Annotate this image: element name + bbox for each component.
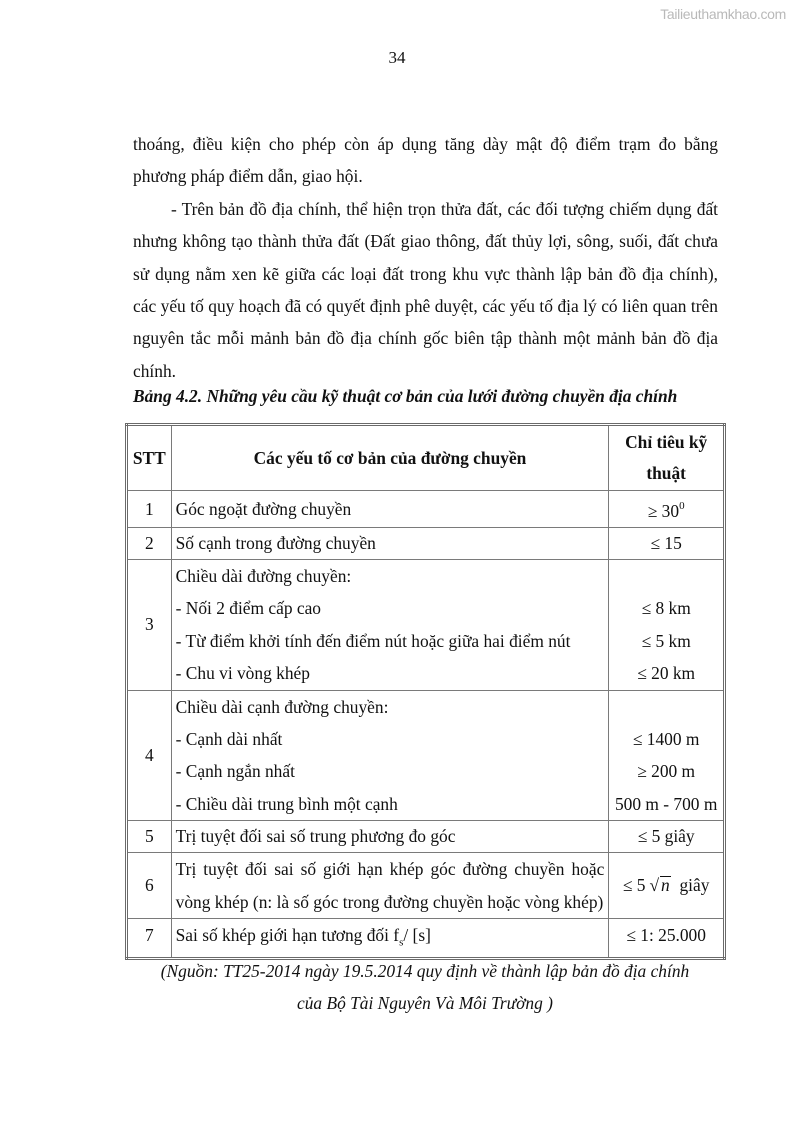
table-row — [127, 491, 725, 528]
table-row — [127, 853, 725, 919]
row-stt: 4 — [127, 690, 172, 821]
paragraph-2 — [133, 193, 718, 387]
table-header-row — [127, 425, 725, 491]
text-line: đất nhưng không tạo thành thửa đất (Đất giao thông, đất thủy lợi, sông, suối, — [133, 198, 718, 252]
header-value — [609, 425, 725, 491]
row-stt: 6 — [127, 853, 172, 919]
text-line: thoáng, điều kiện cho phép còn áp dụng tăng dày mật độ điểm trạm đo bằng — [133, 134, 718, 154]
row-stt: 2 — [127, 528, 172, 560]
row-element: Trị tuyệt đối sai số trung phương đo góc — [171, 821, 609, 853]
row-element: Chiều dài cạnh đường chuyền: - Cạnh dài nhất - Cạnh ngắn nhất - Chiều dài trung bình một cạnh — [171, 690, 609, 821]
row-element: Số cạnh trong đường chuyền — [171, 528, 609, 560]
text-line: địa chính), các yếu tố quy hoạch đã có quyết định phê duyệt, các yếu tố địa lý — [133, 263, 718, 317]
requirements-table — [125, 423, 726, 960]
header-value-line1: Chỉ tiêu kỹ — [625, 432, 708, 452]
source-line-1: (Nguồn: TT25-2014 ngày 19.5.2014 quy định về thành lập bản đồ địa chính — [160, 961, 690, 981]
row-stt: 1 — [127, 491, 172, 528]
header-element: Các yếu tố cơ bản của đường chuyền — [171, 425, 609, 491]
text-line: phương pháp điểm dẫn, giao hội. — [133, 166, 363, 187]
row-value: ≥ $30^0$ — [609, 491, 725, 528]
page-number: 34 — [388, 48, 406, 67]
header-stt: STT — [127, 425, 172, 491]
row-stt: 7 — [127, 918, 172, 958]
row-value: ≤ 5 √ n giây — [609, 853, 725, 919]
header-value-line2: thuật — [646, 463, 686, 483]
table-row — [127, 690, 725, 821]
row-value: ≤ 5 giây — [609, 821, 725, 853]
table-source — [120, 955, 730, 1019]
row-element: Chiều dài đường chuyền: - Nối 2 điểm cấp cao - Từ điểm khởi tính đến điểm nút hoặc giữa hai điểm nút - Chu vi vòng khép — [171, 560, 609, 691]
source-line-2: của Bộ Tài Nguyên Và Môi Trường ) — [297, 993, 553, 1013]
table-row — [127, 528, 725, 560]
text-line: - Trên bản đồ địa chính, thể hiện trọn thửa đất, các đối tượng chiếm dụng — [171, 198, 692, 219]
text-line: đất chưa sử dụng nằm xen kẽ giữa các loại đất trong khu vực thành lập bản đồ — [133, 231, 718, 284]
row-stt: 3 — [127, 560, 172, 691]
row-element: Góc ngoặt đường chuyền — [171, 491, 609, 528]
row-value: ≤ 1: 25.000 — [609, 918, 725, 958]
row-value: ≤ 8 km ≤ 5 km ≤ 20 km — [609, 560, 725, 691]
table-row — [127, 918, 725, 958]
row-element: Sai số khép giới hạn tương đối $f_s/$ [s] — [171, 918, 609, 958]
row-stt: 5 — [127, 821, 172, 853]
sqrt-icon: √ — [649, 875, 660, 896]
row-value: ≤ 15 — [609, 528, 725, 560]
paragraph-1 — [133, 128, 718, 193]
row-element: Trị tuyệt đối sai số giới hạn khép góc đường chuyền hoặc vòng khép (n: là số góc trong đường chuyền hoặc vòng khép) — [171, 853, 609, 919]
table-row — [127, 560, 725, 691]
text-line: một mảnh bản đồ địa chính. — [133, 328, 719, 381]
text-line: có liên quan trên nguyên tắc mỗi mảnh bản đồ địa chính gốc biên tập thành — [133, 296, 718, 349]
body-text — [133, 128, 718, 387]
table-caption: Bảng 4.2. Những yêu cầu kỹ thuật cơ bản của lưới đường chuyền địa chính — [133, 386, 678, 406]
row-value: ≤ 1400 m ≥ 200 m 500 m - 700 m — [609, 690, 725, 821]
table-row — [127, 821, 725, 853]
watermark: Tailieuthamkhao.com — [660, 6, 786, 22]
